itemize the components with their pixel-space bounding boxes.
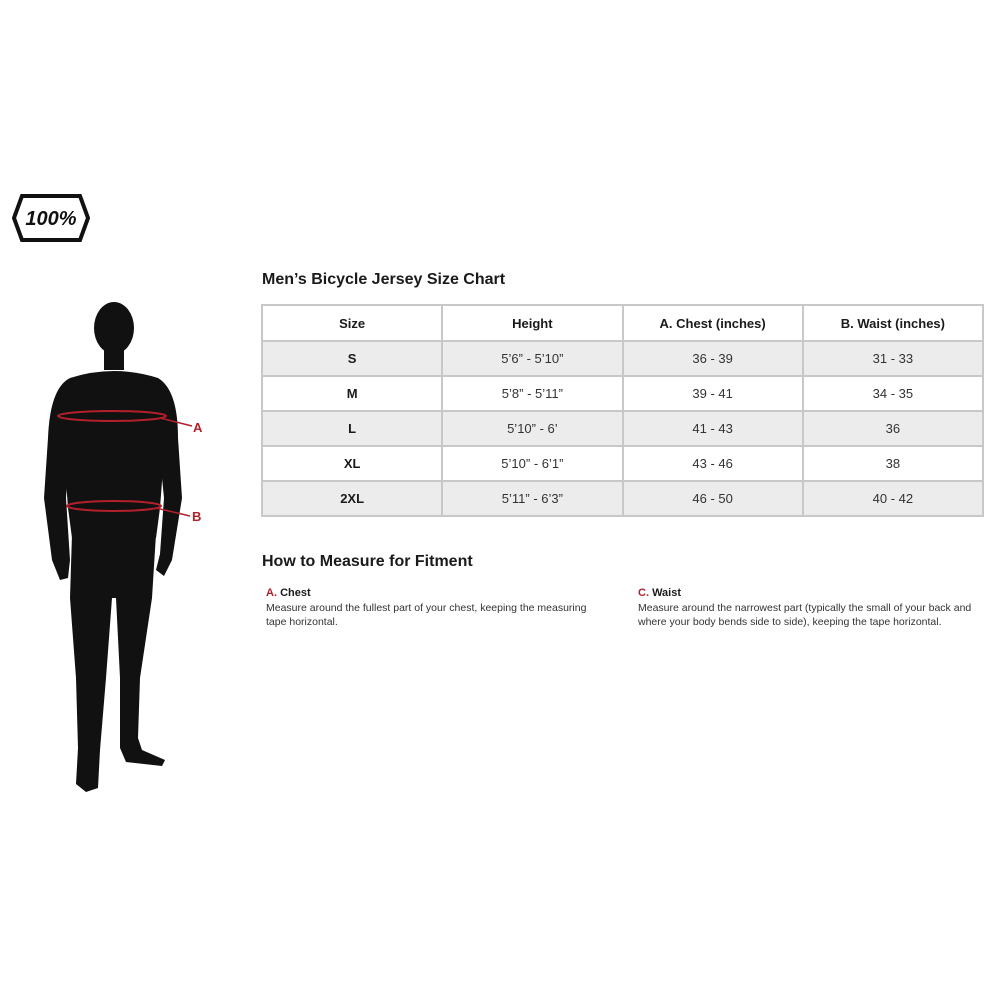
silhouette-body bbox=[44, 302, 182, 792]
marker-a-label: A bbox=[193, 420, 203, 435]
size-chart-title: Men’s Bicycle Jersey Size Chart bbox=[262, 271, 506, 288]
chest-instructions bbox=[266, 586, 606, 629]
size-cell: XL bbox=[262, 446, 442, 481]
chest-letter: A. bbox=[266, 587, 277, 599]
waist-heading bbox=[638, 586, 983, 600]
chest-heading bbox=[266, 586, 606, 600]
header-size: Size bbox=[262, 305, 442, 341]
table-row bbox=[262, 446, 983, 481]
waist-letter: C. bbox=[638, 587, 649, 599]
waist-cell: 31 - 33 bbox=[803, 341, 983, 376]
size-cell: L bbox=[262, 411, 442, 446]
size-cell: M bbox=[262, 376, 442, 411]
header-height: Height bbox=[442, 305, 622, 341]
height-cell: 5’8” - 5’11” bbox=[442, 376, 622, 411]
waist-label: Waist bbox=[652, 587, 681, 599]
header-chest: A. Chest (inches) bbox=[623, 305, 803, 341]
waist-cell: 40 - 42 bbox=[803, 481, 983, 516]
size-cell: S bbox=[262, 341, 442, 376]
table-row bbox=[262, 376, 983, 411]
chest-label: Chest bbox=[280, 587, 311, 599]
body-silhouette bbox=[30, 298, 220, 798]
table-row bbox=[262, 481, 983, 516]
table-row bbox=[262, 341, 983, 376]
chest-cell: 39 - 41 bbox=[623, 376, 803, 411]
waist-instructions bbox=[638, 586, 983, 629]
waist-cell: 34 - 35 bbox=[803, 376, 983, 411]
height-cell: 5’10” - 6’ bbox=[442, 411, 622, 446]
table-header-row bbox=[262, 305, 983, 341]
size-cell: 2XL bbox=[262, 481, 442, 516]
measure-section-title: How to Measure for Fitment bbox=[262, 553, 473, 570]
chest-cell: 43 - 46 bbox=[623, 446, 803, 481]
marker-b-label: B bbox=[192, 509, 202, 524]
header-waist: B. Waist (inches) bbox=[803, 305, 983, 341]
table-row bbox=[262, 411, 983, 446]
chest-cell: 41 - 43 bbox=[623, 411, 803, 446]
waist-cell: 38 bbox=[803, 446, 983, 481]
height-cell: 5’11” - 6’3” bbox=[442, 481, 622, 516]
waist-description: Measure around the narrowest part (typically the small of your back and where your body bends side to side), keeping the tape horizontal. bbox=[638, 602, 972, 628]
brand-logo-text: 100% bbox=[25, 208, 77, 230]
chest-cell: 46 - 50 bbox=[623, 481, 803, 516]
height-cell: 5’10” - 6’1” bbox=[442, 446, 622, 481]
brand-logo bbox=[12, 194, 90, 242]
chest-description: Measure around the fullest part of your chest, keeping the measuring tape horizontal. bbox=[266, 602, 587, 628]
size-table bbox=[261, 304, 984, 517]
chest-cell: 36 - 39 bbox=[623, 341, 803, 376]
height-cell: 5’6” - 5’10” bbox=[442, 341, 622, 376]
waist-cell: 36 bbox=[803, 411, 983, 446]
